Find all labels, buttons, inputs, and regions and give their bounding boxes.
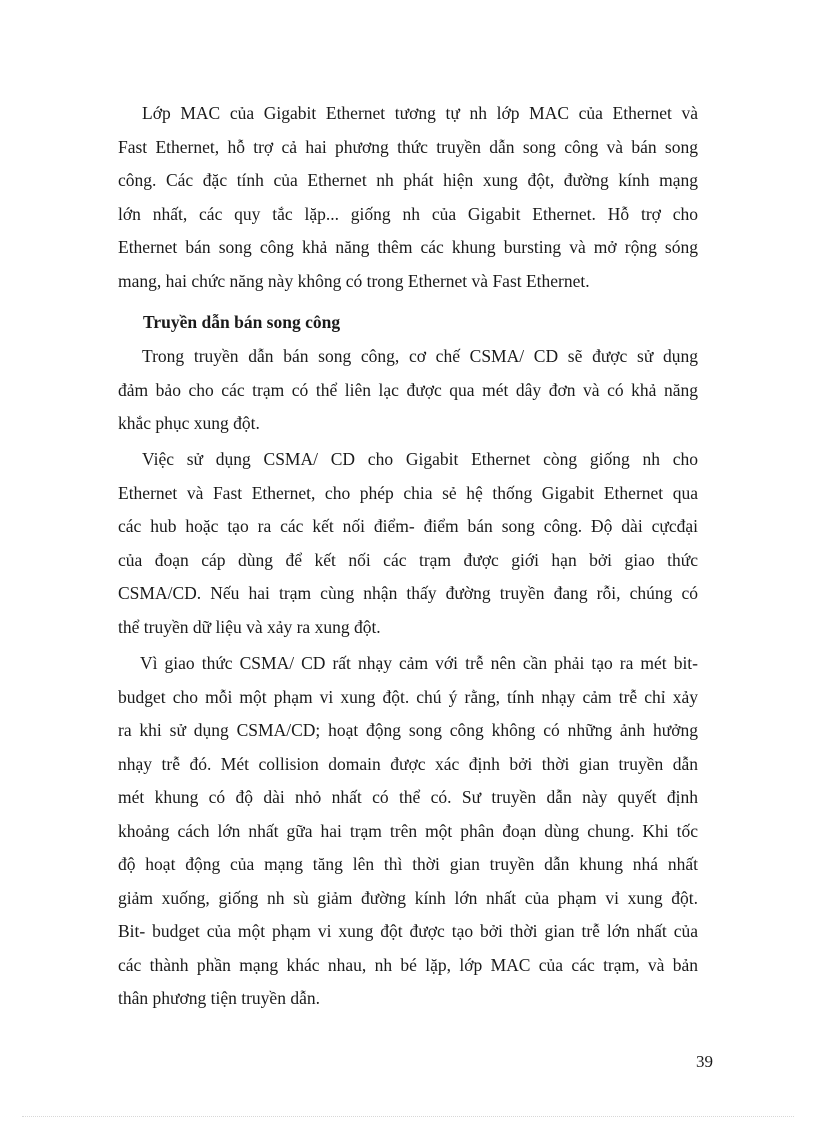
text-line: độ hoạt động của mạng tăng lên thì thời gian truyền dẫn khung nhá nhất [118,854,698,874]
paragraph-mac-layer [118,97,698,298]
text-line: giảm xuống, giống nh sù giảm đường kính lớn nhất của phạm vi xung đột. [118,887,698,908]
text-line: các hub hoặc tạo ra các kết nối điểm- điểm bán song công. Độ dài cựcđại [118,516,698,536]
text-line: công. Các đặc tính của Ethernet nh phát hiện xung đột, đường kính mạng [118,170,698,190]
text-line: CSMA/CD. Nếu hai trạm cùng nhận thấy đường truyền đang rỗi, chúng có [118,583,698,603]
text-line: Bit- budget của một phạm vi xung đột được tạo bởi thời gian trễ lớn nhất của [118,921,698,941]
text-line: thể truyền dữ liệu và xảy ra xung đột. [118,616,381,637]
text-line: Vì giao thức CSMA/ CD rất nhạy cảm với trễ nên cần phải tạo ra mét bit- [140,653,698,673]
paragraph-half-duplex [118,340,698,441]
page-number: 39 [696,1052,713,1071]
text-line: thân phương tiện truyền dẫn. [118,988,320,1008]
footer-divider [22,1116,794,1117]
text-line: nhạy trễ đó. Mét collision domain được xác định bởi thời gian truyền dẫn [118,753,698,774]
text-line: Lớp MAC của Gigabit Ethernet tương tự nh lớp MAC của Ethernet và [142,103,698,123]
text-line: ra khi sử dụng CSMA/CD; hoạt động song công không có những ảnh hưởng [118,720,698,740]
text-line: budget cho mỗi một phạm vi xung đột. chú ý rằng, tính nhạy cảm trễ chỉ xảy [118,686,698,707]
text-line: Ethernet bán song công khả năng thêm các khung bursting và mở rộng sóng [118,237,698,257]
text-line: đảm bảo cho các trạm có thể liên lạc được qua mét dây đơn và có khả năng [118,379,698,400]
paragraph-csma-cd-usage [118,443,698,644]
text-line: các thành phần mạng khác nhau, nh bé lặp, lớp MAC của các trạm, và bản [118,954,698,975]
text-line: lớn nhất, các quy tắc lặp... giống nh của Gigabit Ethernet. Hỗ trợ cho [118,203,698,224]
text-line: Ethernet và Fast Ethernet, cho phép chia sẻ hệ thống Gigabit Ethernet qua [118,482,698,503]
text-line: Trong truyền dẫn bán song công, cơ chế CSMA/ CD sẽ được sử dụng [142,346,698,366]
section-heading: Truyền dẫn bán song công [143,312,341,332]
text-line: của đoạn cáp dùng để kết nối các trạm được giới hạn bởi giao thức [118,549,698,570]
text-line: Fast Ethernet, hỗ trợ cả hai phương thức truyền dẫn song công và bán song [118,136,698,157]
text-line: Việc sử dụng CSMA/ CD cho Gigabit Ethernet còng giống nh cho [142,449,698,469]
text-line: mang, hai chức năng này không có trong Ethernet và Fast Ethernet. [118,270,590,291]
text-line: khoảng cách lớn nhất gữa hai trạm trên một phân đoạn dùng chung. Khi tốc [118,820,698,841]
text-line: mét khung có độ dài nhỏ nhất có thể có. Sư truyền dẫn này quyết định [118,787,698,807]
paragraph-bit-budget [118,647,698,1016]
text-line: khắc phục xung đột. [118,413,260,433]
